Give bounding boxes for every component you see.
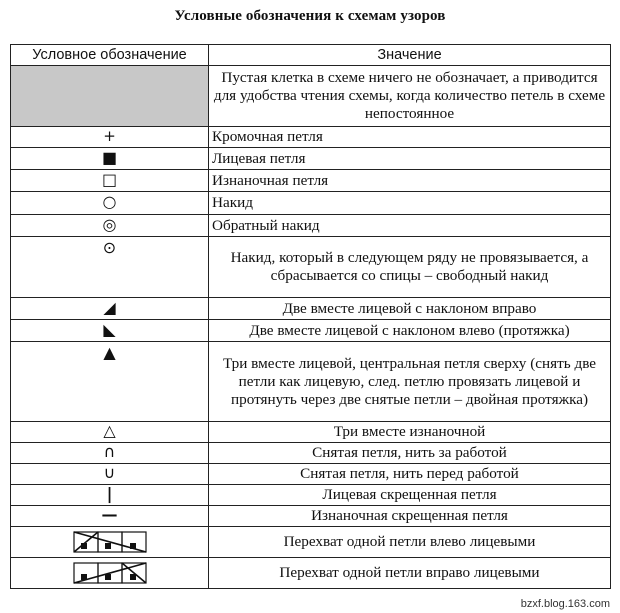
vertical-bar-icon: | xyxy=(11,485,209,506)
legend-table xyxy=(10,44,611,589)
plus-icon: + xyxy=(11,127,209,148)
column-header-symbol: Условное обозначение xyxy=(11,45,209,66)
cup-icon: ∪ xyxy=(11,464,209,485)
table-row xyxy=(11,320,611,342)
triangle-left-icon: ◣ xyxy=(11,320,209,342)
table-header-row xyxy=(11,45,611,66)
meaning-cell: Перехват одной петли влево лицевыми xyxy=(209,527,611,558)
meaning-cell: Изнаночная петля xyxy=(209,170,611,192)
table-row xyxy=(11,464,611,485)
table-row xyxy=(11,558,611,589)
meaning-cell: Снятая петля, нить за работой xyxy=(209,443,611,464)
meaning-cell: Снятая петля, нить перед работой xyxy=(209,464,611,485)
filled-triangle-icon: ▲ xyxy=(11,342,209,422)
circle-icon: ○ xyxy=(11,192,209,215)
cross-left-icon xyxy=(11,527,209,558)
table-row xyxy=(11,237,611,298)
meaning-cell: Накид xyxy=(209,192,611,215)
table-row xyxy=(11,215,611,237)
meaning-cell: Накид, который в следующем ряду не провязывается, а сбрасывается со спицы – свободный накид xyxy=(209,237,611,298)
outline-triangle-icon: △ xyxy=(11,422,209,443)
meaning-cell: Перехват одной петли вправо лицевыми xyxy=(209,558,611,589)
table-row xyxy=(11,298,611,320)
meaning-cell: Три вместе изнаночной xyxy=(209,422,611,443)
table-row xyxy=(11,485,611,506)
cross-right-icon xyxy=(11,558,209,589)
table-row xyxy=(11,192,611,215)
watermark: bzxf.blog.163.com xyxy=(520,598,610,610)
table-row xyxy=(11,422,611,443)
table-row xyxy=(11,506,611,527)
dotted-circle-icon: ⊙ xyxy=(11,237,209,298)
table-row xyxy=(11,342,611,422)
table-row xyxy=(11,443,611,464)
meaning-cell: Изнаночная скрещенная петля xyxy=(209,506,611,527)
table-row xyxy=(11,66,611,127)
table-row xyxy=(11,127,611,148)
meaning-cell: Лицевая скрещенная петля xyxy=(209,485,611,506)
meaning-cell: Три вместе лицевой, центральная петля сверху (снять две петли как лицевую, след. петлю провязать лицевой и протянуть через две снятые петли – двойная протяжка) xyxy=(209,342,611,422)
meaning-cell: Лицевая петля xyxy=(209,148,611,170)
column-header-meaning: Значение xyxy=(209,45,611,66)
cap-icon: ∩ xyxy=(11,443,209,464)
meaning-cell: Обратный накид xyxy=(209,215,611,237)
table-row xyxy=(11,170,611,192)
meaning-cell: Две вместе лицевой с наклоном влево (протяжка) xyxy=(209,320,611,342)
gray-cell-icon xyxy=(11,66,209,127)
horizontal-bar-icon: — xyxy=(11,506,209,527)
triangle-right-icon: ◢ xyxy=(11,298,209,320)
meaning-cell: Две вместе лицевой с наклоном вправо xyxy=(209,298,611,320)
table-row xyxy=(11,148,611,170)
meaning-cell: Кромочная петля xyxy=(209,127,611,148)
meaning-cell: Пустая клетка в схеме ничего не обозначает, а приводится для удобства чтения схемы, когда количество петель в схеме непостоянное xyxy=(209,66,611,127)
page-title: Условные обозначения к схемам узоров xyxy=(174,8,446,24)
filled-square-icon: ■ xyxy=(11,148,209,170)
table-row xyxy=(11,527,611,558)
double-circle-icon: ◎ xyxy=(11,215,209,237)
empty-square-icon: □ xyxy=(11,170,209,192)
